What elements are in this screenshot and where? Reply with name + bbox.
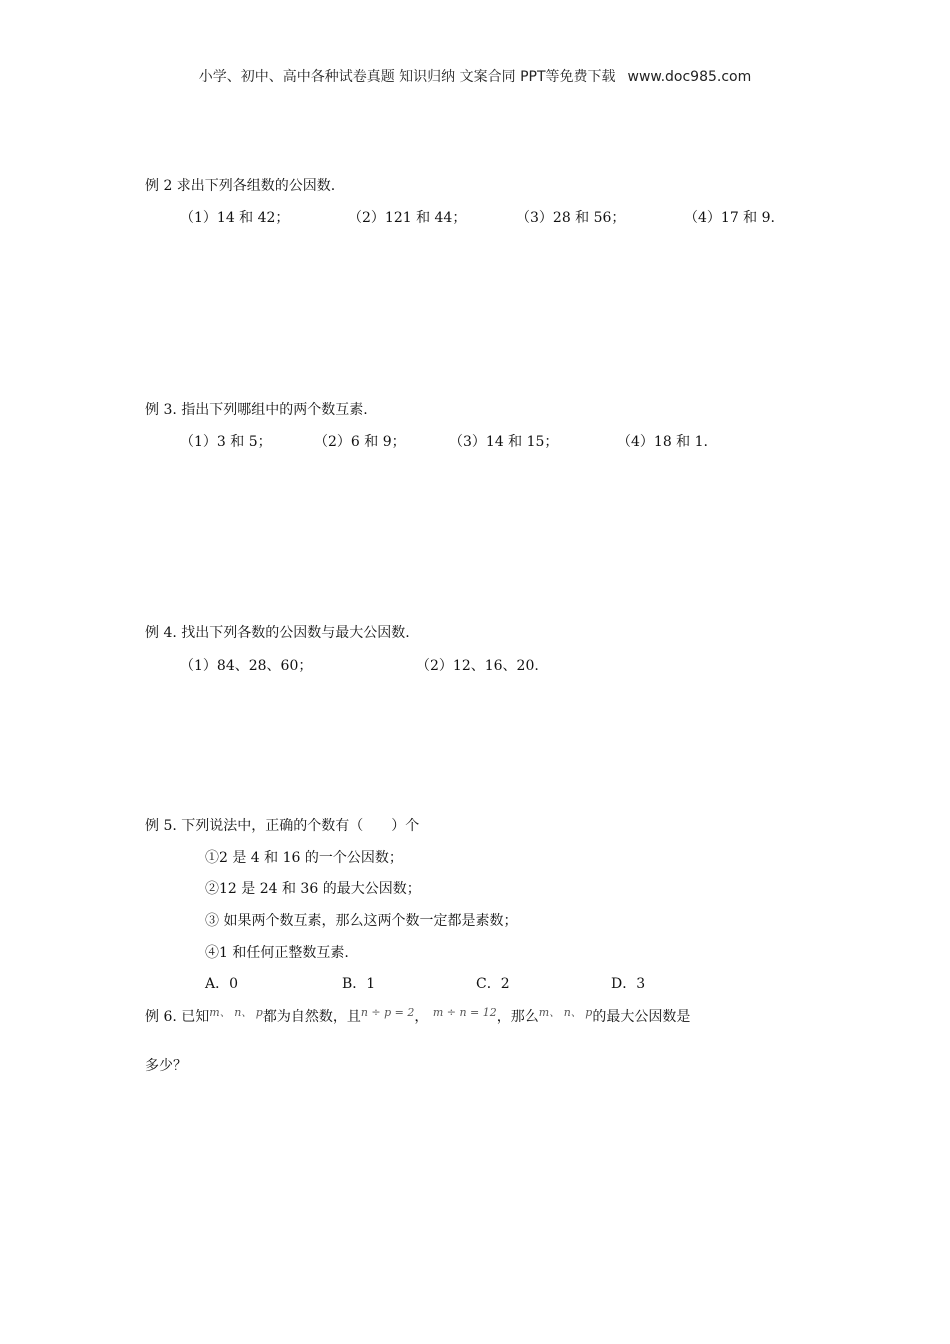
ex6-comma: ， [414, 1009, 429, 1025]
ex6-line-1 [145, 1006, 690, 1026]
ex6-eq-2: m ÷ n = 12 [432, 1006, 497, 1019]
ex4-item-2: （2）12、16、20. [416, 658, 539, 674]
ex4-title: 例 4. 找出下列各数的公因数与最大公因数. [145, 625, 410, 641]
header-site: www.doc985.com [627, 69, 752, 85]
ex5-option-d: D．3 [611, 976, 646, 992]
ex5-statement-1: ①2 是 4 和 16 的一个公因数； [205, 850, 403, 866]
ex2-item-4: （4）17 和 9. [684, 210, 775, 226]
ex5-statement-2: ②12 是 24 和 36 的最大公因数； [205, 881, 421, 897]
ex2-item-1: （1）14 和 42； [180, 210, 290, 226]
ex5-statement-4: ④1 和任何正整数互素. [205, 945, 349, 961]
ex5-option-c: C．2 [476, 976, 510, 992]
ex5-title: 例 5. 下列说法中，正确的个数有（ ）个 [145, 818, 420, 834]
ex6-vars-2: m、 n、 p [538, 1006, 593, 1019]
ex6-line-2: 多少？ [145, 1058, 187, 1074]
ex3-item-3: （3）14 和 15； [449, 434, 559, 450]
page-header [0, 66, 950, 86]
ex4-item-1: （1）84、28、60； [180, 658, 313, 674]
ex5-option-a: A．0 [205, 976, 239, 992]
header-text: 小学、初中、高中各种试卷真题 知识归纳 文案合同 PPT等免费下载 [198, 69, 616, 85]
ex6-mid-1: 都为自然数，且 [262, 1009, 361, 1025]
ex2-title: 例 2 求出下列各组数的公因数. [145, 178, 336, 194]
ex6-eq-1: n ÷ p = 2 [360, 1006, 415, 1019]
ex6-mid-2: ，那么 [496, 1009, 539, 1025]
ex6-prefix: 例 6. 已知 [145, 1009, 210, 1025]
ex6-vars-1: m、 n、 p [209, 1006, 263, 1019]
ex5-option-b: B．1 [342, 976, 376, 992]
ex3-item-4: （4）18 和 1. [617, 434, 708, 450]
ex2-item-2: （2）121 和 44； [348, 210, 467, 226]
ex3-item-1: （1）3 和 5； [180, 434, 272, 450]
ex2-item-3: （3）28 和 56； [516, 210, 626, 226]
ex3-title: 例 3. 指出下列哪组中的两个数互素. [145, 402, 368, 418]
ex6-suffix: 的最大公因数是 [592, 1009, 691, 1025]
ex3-item-2: （2）6 和 9； [314, 434, 406, 450]
ex5-statement-3: ③ 如果两个数互素，那么这两个数一定都是素数； [205, 913, 518, 929]
